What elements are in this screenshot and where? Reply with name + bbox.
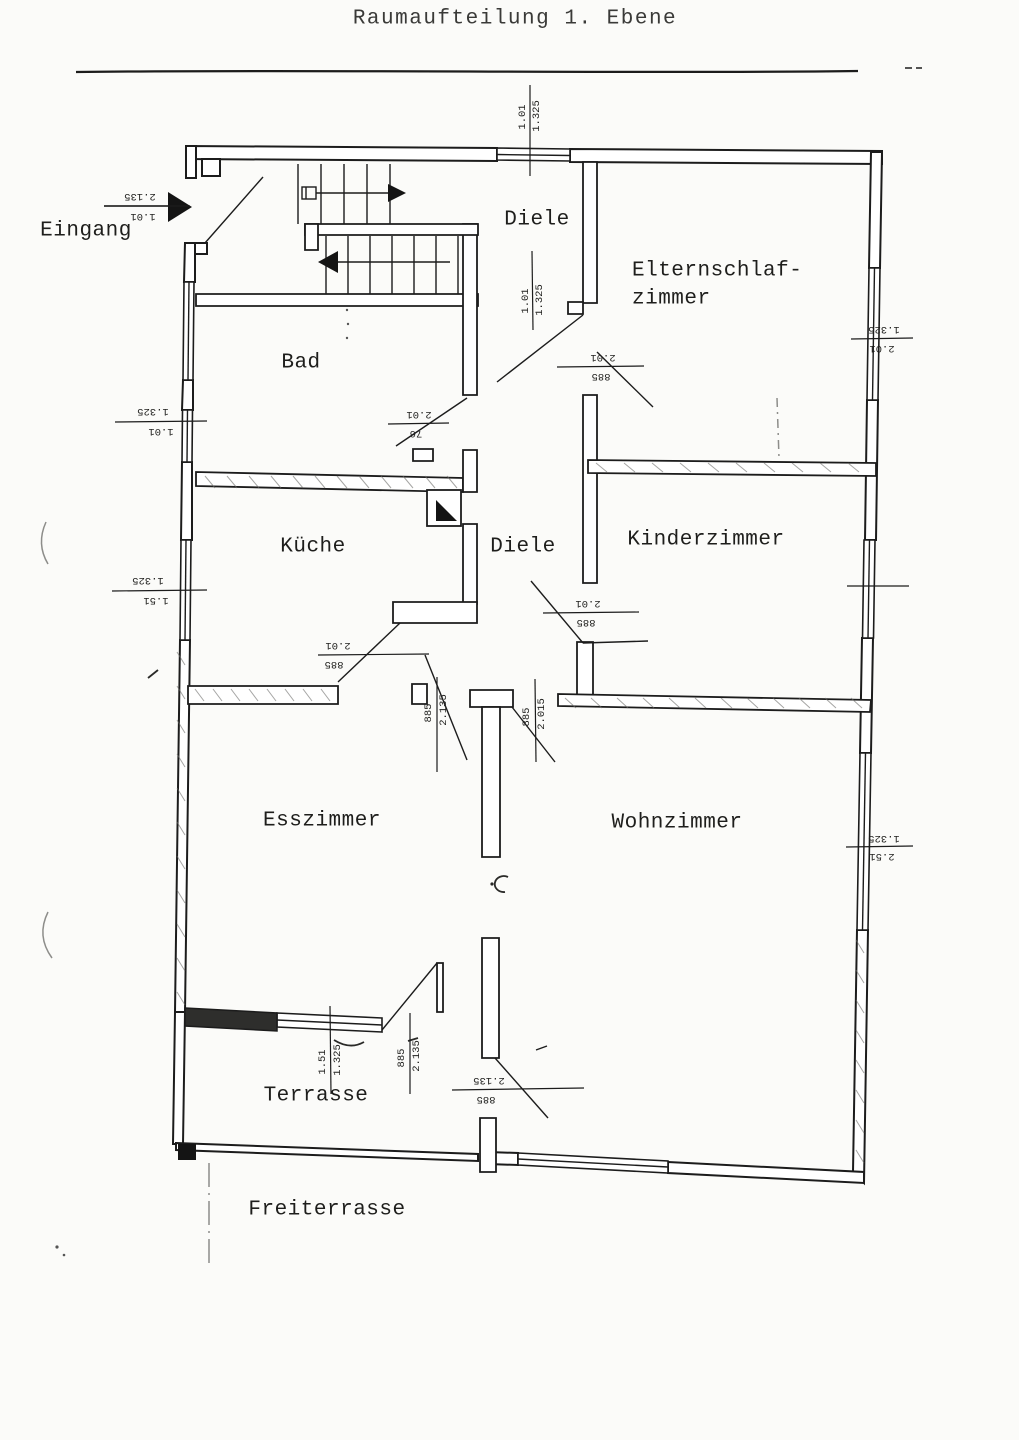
wall-top-notch xyxy=(202,159,220,176)
dim-value-parents-window-b: 2.01 xyxy=(869,342,895,354)
wall-tbar xyxy=(470,690,513,707)
dim-line-bathroom-door xyxy=(388,423,449,424)
room-label-dining-room: Esszimmer xyxy=(263,809,381,833)
dimension-annotations xyxy=(104,85,913,1105)
dim-value-terrace-window-b: 1.325 xyxy=(332,1044,344,1076)
section-dash-line xyxy=(777,398,779,458)
corner-post-marker xyxy=(178,1144,196,1160)
dim-value-living-window-b: 2.51 xyxy=(869,850,895,862)
scan-dot-6 xyxy=(63,1254,66,1257)
wall-parents-door-jamb xyxy=(568,302,583,314)
dim-value-bathroom-door-b: 76 xyxy=(409,427,423,439)
bathroom-door-leader xyxy=(396,398,467,446)
wall-bath-north xyxy=(196,294,478,306)
dim-line-left-window-upper xyxy=(115,421,207,422)
wall-hall-childrens-lower xyxy=(577,642,593,700)
scan-artifacts xyxy=(41,309,779,1268)
stair-down-arrow-icon xyxy=(318,251,338,273)
wall-terrace-living-upper xyxy=(482,938,499,1058)
room-label-childrens-room: Kinderzimmer xyxy=(627,528,785,552)
entrance-door-swing xyxy=(205,177,263,243)
wall-dining-living-stem xyxy=(482,707,500,857)
dim-value-hall-passage-a: 1.01 xyxy=(520,288,532,314)
room-label-bathroom: Bad xyxy=(281,351,321,375)
wall-right-seg1 xyxy=(869,152,882,268)
scan-tick-left xyxy=(148,670,158,678)
dim-value-living-doorway-a: 885 xyxy=(521,707,533,727)
scan-dot-5 xyxy=(55,1245,58,1248)
window-left-2-glazing xyxy=(187,410,188,462)
terrace-living-arrow-tick xyxy=(536,1046,547,1050)
kitchen-door-swing xyxy=(338,623,400,682)
scan-dot-4 xyxy=(346,337,348,339)
wall-right-seg3 xyxy=(860,638,873,753)
dim-value-left-window-upper-a: 1.325 xyxy=(137,405,169,417)
wall-dining-north-stub xyxy=(412,684,427,704)
dim-value-parents-door-a: 2.01 xyxy=(590,351,616,363)
dim-value-dining-doorway-b: 2.135 xyxy=(438,694,450,726)
wall-terrace-west xyxy=(173,1012,185,1144)
dim-value-terrace-door-b: 2.135 xyxy=(411,1040,423,1072)
wall-kitchen-hall-bar xyxy=(393,602,477,623)
wall-terrace-living-lower xyxy=(480,1118,496,1172)
scan-dot-1 xyxy=(490,882,493,885)
entrance-arrow-icon xyxy=(168,192,192,222)
dim-line-terrace-living-door xyxy=(452,1088,584,1090)
room-label-parents-bedroom-line2: zimmer xyxy=(632,287,711,311)
dim-value-top-window-a: 1.01 xyxy=(517,104,529,130)
room-label-living-room: Wohnzimmer xyxy=(611,811,743,835)
window-left-1-glazing xyxy=(188,282,189,380)
parents-door-leader-left xyxy=(497,315,583,382)
dim-value-terrace-living-door-b: 885 xyxy=(476,1093,496,1105)
wall-hall-childrens xyxy=(583,395,597,583)
wall-left-seg3 xyxy=(182,380,193,410)
window-top-glazing xyxy=(497,155,570,156)
dim-value-terrace-window-a: 1.51 xyxy=(317,1049,329,1075)
room-label-terrace: Terrasse xyxy=(263,1084,369,1108)
stair-risers-upper xyxy=(298,164,390,224)
dim-value-left-window-upper-b: 1.01 xyxy=(148,425,174,437)
room-label-parents-bedroom-line1: Elternschlaf- xyxy=(632,259,803,283)
terrace-living-door-swing xyxy=(495,1058,548,1118)
room-label-hall-middle: Diele xyxy=(490,535,556,559)
stair-risers-lower xyxy=(326,236,458,294)
dim-line-parents-door xyxy=(557,366,644,367)
room-label-entrance: Eingang xyxy=(40,219,132,243)
dim-value-childrens-door-a: 2.01 xyxy=(575,597,601,609)
dim-line-left-window-lower xyxy=(112,590,207,591)
dim-line-kitchen-door xyxy=(318,654,429,655)
scan-arc-1 xyxy=(41,522,48,564)
dim-value-living-window-a: 1.325 xyxy=(868,832,900,844)
page-title: Raumaufteilung 1. Ebene xyxy=(352,7,678,31)
terrace-door-leaf xyxy=(437,963,443,1012)
wall-kitchen-hall xyxy=(463,524,477,604)
header-rule xyxy=(76,71,858,72)
wall-bath-kitchen xyxy=(196,472,463,492)
terrace-door-squiggle xyxy=(334,1038,418,1046)
dim-value-parents-door-b: 885 xyxy=(591,370,611,382)
dim-value-kitchen-door-a: 2.01 xyxy=(325,639,351,651)
scan-hook xyxy=(495,876,508,892)
wall-living-north xyxy=(558,694,871,712)
scan-dot-3 xyxy=(347,323,349,325)
dim-value-terrace-door-a: 885 xyxy=(396,1048,408,1068)
dim-value-left-window-lower-b: 1.51 xyxy=(143,594,169,606)
stair-enclosure-jamb xyxy=(305,224,318,250)
dim-value-hall-passage-b: 1.325 xyxy=(534,284,546,316)
scan-dot-2 xyxy=(346,309,348,311)
dim-value-entrance-door-b: 1.01 xyxy=(130,210,156,222)
dim-value-entrance-door-a: 2.135 xyxy=(124,190,156,202)
dim-value-terrace-living-door-a: 2.135 xyxy=(473,1074,505,1086)
living-doorway-swing xyxy=(512,707,555,762)
wall-hall-bath-lower xyxy=(463,450,477,492)
dim-value-parents-window-a: 1.325 xyxy=(868,323,900,335)
stair-enclosure-top xyxy=(305,224,478,235)
wall-top-right xyxy=(570,149,882,164)
stair-start-symbol xyxy=(302,187,316,199)
wall-right-seg4 xyxy=(853,930,868,1183)
room-label-open-terrace: Freiterrasse xyxy=(248,1198,406,1222)
wall-hall-parents-upper xyxy=(583,162,597,303)
wall-top-left xyxy=(187,146,497,161)
dim-value-bathroom-door-a: 2.01 xyxy=(406,408,432,420)
room-label-hall-upper: Diele xyxy=(504,208,570,232)
dim-line-parents-window xyxy=(851,338,913,339)
dim-line-hall-passage xyxy=(532,251,533,330)
room-label-kitchen: Küche xyxy=(280,535,346,559)
dim-value-top-window-b: 1.325 xyxy=(531,100,543,132)
wall-bottom-right xyxy=(668,1162,864,1183)
terrace-south-edge xyxy=(176,1143,478,1161)
dim-line-living-window xyxy=(846,846,913,847)
wall-dining-north xyxy=(188,686,338,704)
stair-up-arrow-icon xyxy=(388,184,406,202)
dim-value-childrens-door-b: 885 xyxy=(576,616,596,628)
dim-value-living-doorway-b: 2.015 xyxy=(536,698,548,730)
dim-value-dining-doorway-a: 885 xyxy=(423,703,435,723)
wall-left-seg2 xyxy=(184,243,195,282)
wall-left-seg1 xyxy=(186,146,196,178)
dim-value-kitchen-door-b: 885 xyxy=(324,658,344,670)
childrens-door-leader-left xyxy=(531,581,583,643)
wall-left-seg4 xyxy=(181,462,192,540)
wall-parents-childrens xyxy=(588,460,876,476)
dim-value-left-window-lower-a: 1.325 xyxy=(132,574,164,586)
wall-hall-bath xyxy=(463,224,477,395)
scan-arc-2 xyxy=(43,912,52,958)
wall-terrace-north xyxy=(185,1008,277,1031)
wall-bath-door-jamb xyxy=(413,449,433,461)
